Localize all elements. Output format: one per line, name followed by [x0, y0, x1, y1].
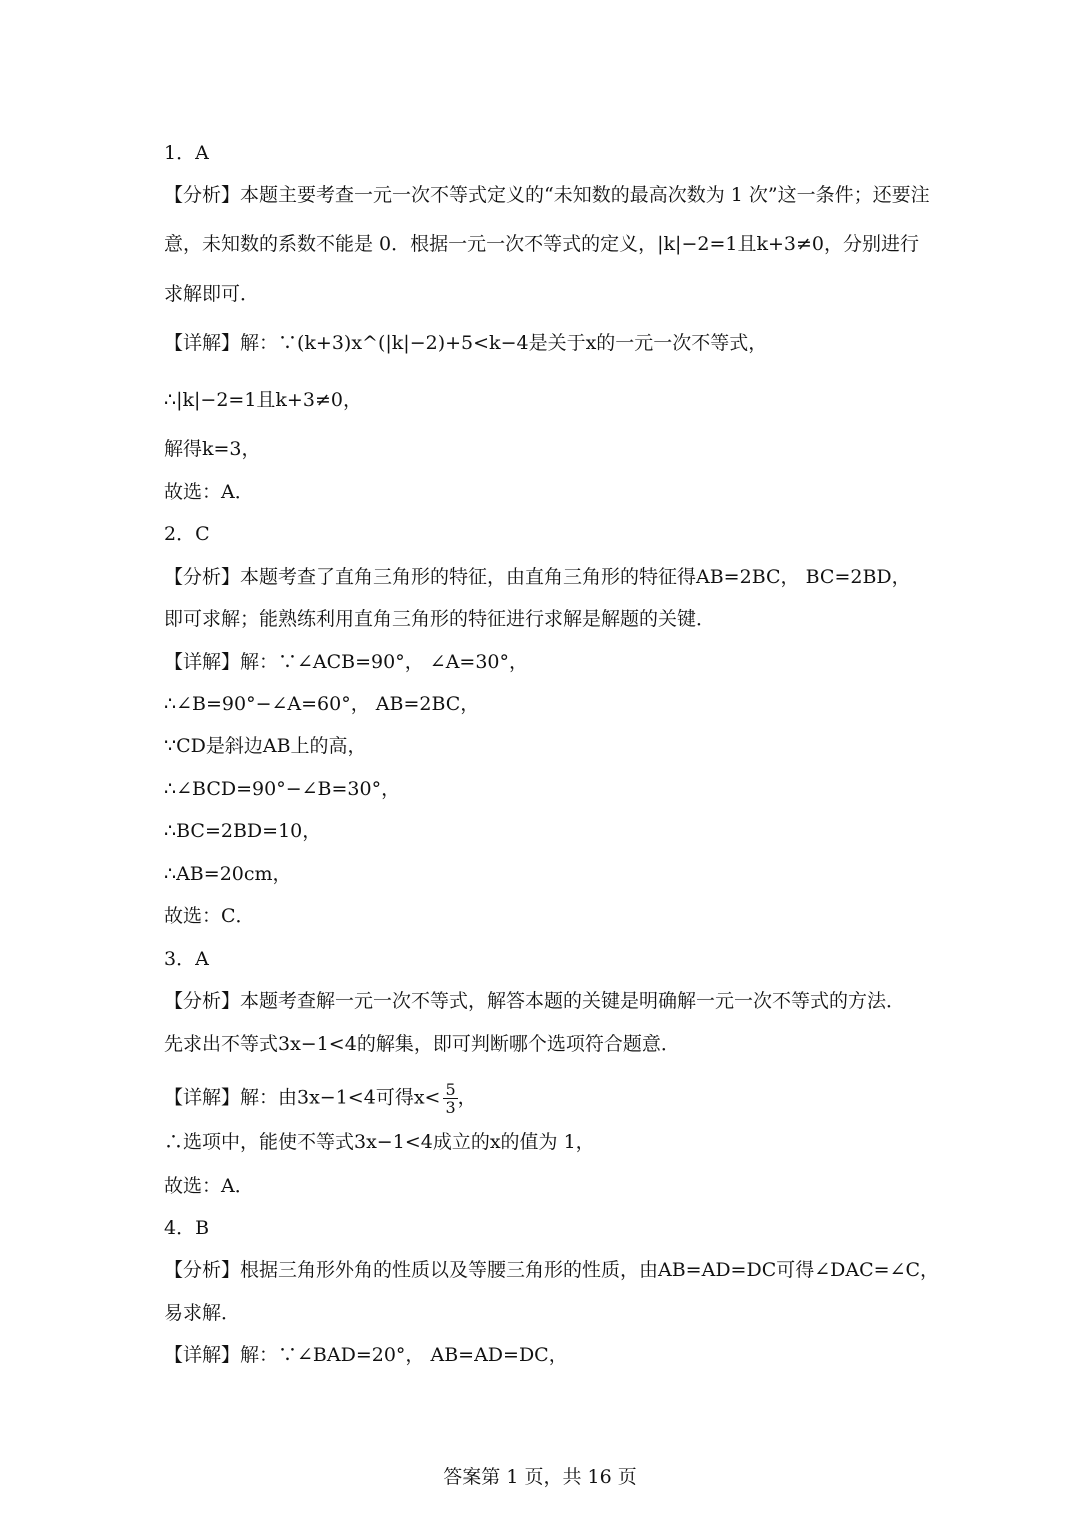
q1-detail: 解得k=3， — [164, 438, 261, 460]
q3-choice: 故选：A． — [164, 1175, 254, 1197]
q2-detail: ∴∠B=90°−∠A=60°， AB=2BC， — [164, 693, 480, 715]
q2-analysis: 即可求解；能熟练利用直角三角形的特征进行求解是解题的关键． — [164, 608, 716, 630]
fraction-numerator: 5 — [445, 1080, 456, 1099]
page-footer: 答案第 1 页，共 16 页 — [443, 1466, 637, 1488]
q2-analysis: 【分析】本题考查了直角三角形的特征，由直角三角形的特征得AB=2BC， BC=2BD， — [164, 566, 911, 588]
q3-analysis: 先求出不等式3x−1<4的解集，即可判断哪个选项符合题意． — [164, 1033, 680, 1055]
fraction-denominator: 3 — [445, 1098, 456, 1117]
q2-choice: 故选：C． — [164, 905, 255, 927]
q1-analysis: 意，未知数的系数不能是 0．根据一元一次不等式的定义，|k|−2=1且k+3≠0，分别进行 — [164, 233, 919, 255]
q4-analysis: 易求解． — [164, 1302, 241, 1324]
q2-detail: ∴AB=20cm， — [164, 863, 292, 885]
q1-detail: 【详解】解：∵(k+3)x^(|k|−2)+5<k−4是关于x的一元一次不等式， — [164, 332, 768, 354]
q3-detail — [164, 1081, 477, 1116]
q3-analysis: 【分析】本题考查解一元一次不等式，解答本题的关键是明确解一元一次不等式的方法． — [164, 990, 906, 1012]
q4-detail: 【详解】解：∵∠BAD=20°， AB=AD=DC， — [164, 1344, 568, 1366]
q4-answer: 4．B — [164, 1217, 210, 1239]
q1-choice: 故选：A． — [164, 481, 254, 503]
q2-detail: ∵CD是斜边AB上的高， — [164, 735, 367, 757]
fraction-suffix: ， — [457, 1086, 477, 1109]
q1-answer: 1．A — [164, 142, 209, 164]
fraction — [443, 1081, 457, 1116]
q4-analysis: 【分析】根据三角形外角的性质以及等腰三角形的性质，由AB=AD=DC可得∠DAC=∠C， — [164, 1259, 940, 1281]
q1-analysis: 【分析】本题主要考查一元一次不等式定义的“未知数的最高次数为 1 次”这一条件；还要注 — [164, 184, 930, 206]
q1-detail: ∴|k|−2=1且k+3≠0， — [164, 389, 362, 411]
q2-detail: ∴BC=2BD=10， — [164, 820, 322, 842]
q3-detail-text: 【详解】解：由3x−1<4可得x< — [164, 1086, 441, 1109]
q3-detail: ∴选项中，能使不等式3x−1<4成立的x的值为 1， — [164, 1131, 595, 1153]
q1-analysis: 求解即可． — [164, 283, 260, 305]
q2-answer: 2．C — [164, 523, 210, 545]
q2-detail: ∴∠BCD=90°−∠B=30°， — [164, 778, 401, 800]
q2-detail: 【详解】解：∵∠ACB=90°， ∠A=30°， — [164, 651, 529, 673]
q3-answer: 3．A — [164, 948, 209, 970]
